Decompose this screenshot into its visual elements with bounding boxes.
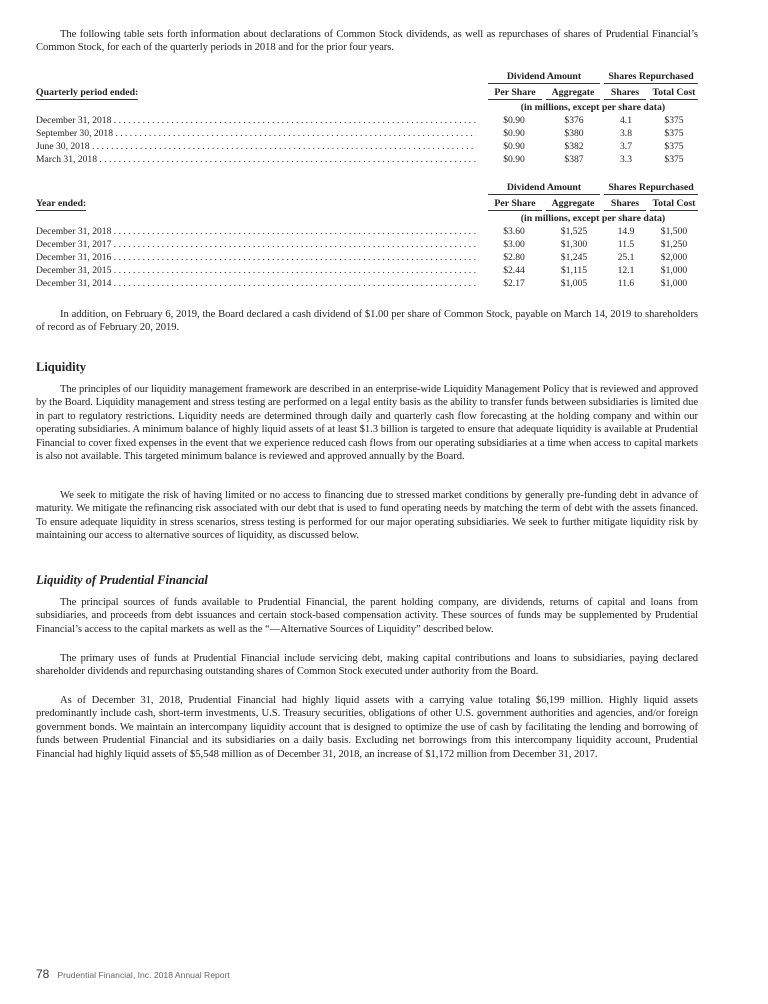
period-label: December 31, 2017 . . . (36, 239, 476, 251)
liquidity-para-2-block (36, 489, 698, 543)
aggregate-value: $1,115 (560, 265, 588, 276)
quarterly-section-label: Quarterly period ended: (36, 87, 139, 98)
annual-dividend-table (36, 181, 698, 291)
period-label: December 31, 2015 . . . (36, 265, 476, 277)
page-number: 78 (36, 967, 50, 981)
header-dividend-amount: Dividend Amount (488, 70, 600, 84)
header-aggregate: Aggregate (546, 197, 600, 211)
table-row (36, 252, 698, 264)
liquidity-pf-paragraph: As of December 31, 2018, Prudential Financial had highly liquid assets with a carrying value totaling $6,199 million. Highly liquid assets predominantly include cash, short-term investments, U.S. Treasury securities, obligations of other U.S. government authorities and agencies, and/or foreign government bonds. We maintain an intercompany liquidity account that is designed to optimize the use of cash by facilitating the lending and borrowing of funds between Prudential Financial and its subsidiaries on a daily basis. Excluding net borrowings from this intercompany liquidity account, Prudential Financial had highly liquid assets of $5,548 million as of December 31, 2018, an increase of $1,172 million from December 31, 2017. (36, 695, 698, 760)
header-shares: Shares (604, 86, 646, 100)
period-label: December 31, 2018 . . . (36, 115, 476, 127)
header-total-cost: Total Cost (650, 197, 698, 211)
period-label: December 31, 2016 . . . (36, 252, 476, 264)
total-cost-value: $375 (664, 115, 684, 126)
per-share-value: $2.44 (503, 265, 525, 276)
period-label: March 31, 2018 . . . (36, 154, 476, 166)
table-row (36, 128, 698, 140)
aggregate-value: $1,300 (560, 239, 588, 250)
shares-value: 12.1 (617, 265, 635, 276)
total-cost-value: $1,000 (660, 278, 688, 289)
shares-value: 3.3 (620, 154, 632, 165)
table-row (36, 226, 698, 238)
liquidity-pf-para-1-block (36, 596, 698, 636)
aggregate-value: $387 (564, 154, 584, 165)
liquidity-pf-paragraph: The principal sources of funds available to Prudential Financial, the parent holding company, are dividends, returns of capital and loans from subsidiaries, and proceeds from debt issuances and certain stock-based compensation activity. These sources of funds may be supplemented by Prudential Financial’s access to the capital markets as well as the “—Alternative Sources of Liquidity” described below. (36, 597, 698, 635)
header-shares-repurchased: Shares Repurchased (604, 181, 698, 195)
shares-value: 3.7 (620, 141, 632, 152)
liquidity-pf-heading: Liquidity of Prudential Financial (36, 573, 208, 587)
total-cost-value: $1,250 (660, 239, 688, 250)
total-cost-value: $375 (664, 128, 684, 139)
period-label: June 30, 2018 . . . (36, 141, 476, 153)
header-dividend-amount: Dividend Amount (488, 181, 600, 195)
per-share-value: $0.90 (503, 115, 525, 126)
aggregate-value: $376 (564, 115, 584, 126)
report-title: Prudential Financial, Inc. 2018 Annual Report (57, 970, 230, 980)
aggregate-value: $1,005 (560, 278, 588, 289)
table-row (36, 278, 698, 290)
shares-value: 11.6 (617, 278, 635, 289)
header-shares: Shares (604, 197, 646, 211)
table-row (36, 115, 698, 127)
intro-block (36, 28, 698, 55)
per-share-value: $0.90 (503, 141, 525, 152)
addition-paragraph: In addition, on February 6, 2019, the Board declared a cash dividend of $1.00 per share of Common Stock, payable on March 14, 2019 to shareholders of record as of February 20, 2019. (36, 309, 698, 334)
table-row (36, 154, 698, 166)
liquidity-heading: Liquidity (36, 360, 87, 374)
header-shares-repurchased: Shares Repurchased (604, 70, 698, 84)
shares-value: 4.1 (620, 115, 632, 126)
total-cost-value: $375 (664, 141, 684, 152)
period-label: September 30, 2018 . . . (36, 128, 476, 140)
liquidity-pf-para-2-block (36, 652, 698, 679)
per-share-value: $3.00 (503, 239, 525, 250)
per-share-value: $3.60 (503, 226, 525, 237)
total-cost-value: $1,500 (660, 226, 688, 237)
units-note: (in millions, except per share data) (520, 102, 666, 113)
shares-value: 11.5 (617, 239, 635, 250)
period-label: December 31, 2014 . . . (36, 278, 476, 290)
intro-paragraph: The following table sets forth information about declarations of Common Stock dividends, as well as repurchases of shares of Prudential Financial’s Common Stock, for each of the quarterly periods in 2018 and for the prior four years. (36, 29, 698, 54)
aggregate-value: $1,525 (560, 226, 588, 237)
liquidity-paragraph: The principles of our liquidity management framework are described in an enterprise-wide Liquidity Management Policy that is reviewed and approved by the Board. Liquidity management and stress testing are performed on a legal entity basis as the ability to transfer funds between subsidiaries is limited due in part to regulatory restrictions. Liquidity needs are determined through daily and quarterly cash flow forecasting at the holding company and within our operating subsidiaries. A minimum balance of highly liquid assets of at least $1.3 billion is targeted to ensure that adequate liquidity is available at Prudential Financial to cover fixed expenses in the event that we experience reduced cash flows from our operating subsidiaries at a time when access to capital markets is also not available. This targeted minimum balance is reviewed and approved annually by the Board. (36, 384, 698, 463)
period-label: December 31, 2018 . . . (36, 226, 476, 238)
addition-block (36, 308, 698, 335)
table-row (36, 265, 698, 277)
per-share-value: $2.80 (503, 252, 525, 263)
total-cost-value: $1,000 (660, 265, 688, 276)
shares-value: 25.1 (617, 252, 635, 263)
total-cost-value: $2,000 (660, 252, 688, 263)
annual-section-label: Year ended: (36, 198, 87, 209)
header-total-cost: Total Cost (650, 86, 698, 100)
liquidity-paragraph: We seek to mitigate the risk of having limited or no access to financing due to stressed market conditions by generally pre-funding debt in advance of maturity. We mitigate the refinancing risk associated with our debt that is used to fund operating needs by matching the term of debt with the assets financed. To ensure adequate liquidity in stress scenarios, stress testing is performed for our major operating subsidiaries. We seek to further mitigate liquidity risk by maintaining our access to alternative sources of liquidity, as discussed below. (36, 490, 698, 542)
liquidity-pf-para-3-block (36, 694, 698, 761)
liquidity-para-1-block (36, 383, 698, 463)
aggregate-value: $380 (564, 128, 584, 139)
total-cost-value: $375 (664, 154, 684, 165)
shares-value: 3.8 (620, 128, 632, 139)
table-row (36, 239, 698, 251)
units-note: (in millions, except per share data) (520, 213, 666, 224)
table-row (36, 141, 698, 153)
header-per-share: Per Share (488, 86, 542, 100)
per-share-value: $2.17 (503, 278, 525, 289)
per-share-value: $0.90 (503, 128, 525, 139)
per-share-value: $0.90 (503, 154, 525, 165)
shares-value: 14.9 (617, 226, 635, 237)
header-per-share: Per Share (488, 197, 542, 211)
aggregate-value: $1,245 (560, 252, 588, 263)
page-footer (36, 965, 230, 983)
quarterly-dividend-table (36, 70, 698, 180)
aggregate-value: $382 (564, 141, 584, 152)
header-aggregate: Aggregate (546, 86, 600, 100)
liquidity-pf-paragraph: The primary uses of funds at Prudential Financial include servicing debt, making capital contributions and loans to subsidiaries, paying declared shareholder dividends and repurchasing outstanding shares of Common Stock executed under authority from the Board. (36, 653, 698, 678)
